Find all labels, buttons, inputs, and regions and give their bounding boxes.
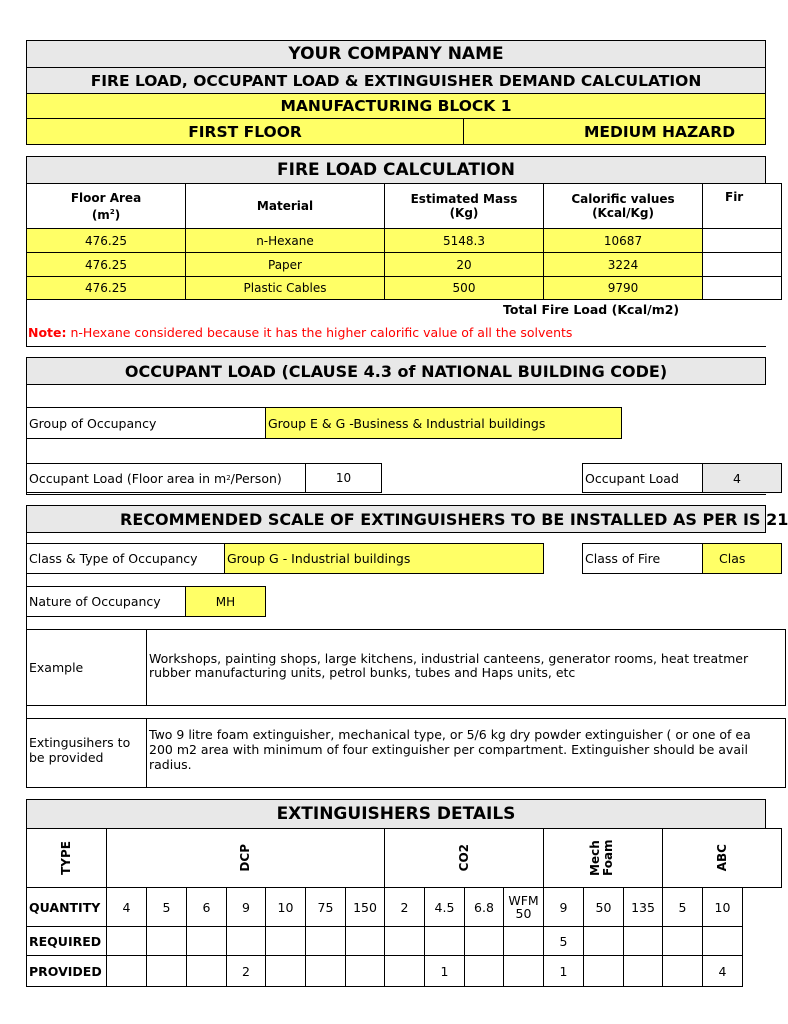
row1-mass: 5148.3 <box>384 228 544 253</box>
col-calorific: Calorific values (Kcal/Kg) <box>543 183 703 229</box>
group-occupancy-value: Group E & G -Business & Industrial buildings <box>265 407 622 439</box>
required-cell <box>305 926 346 956</box>
occupant-bottom-rule <box>26 494 766 495</box>
occupant-load-value: 4 <box>702 463 782 493</box>
required-cell <box>384 926 425 956</box>
fire-load-title: FIRE LOAD CALCULATION <box>26 156 766 184</box>
provided-cell <box>662 955 703 987</box>
quantity-cell: 4 <box>106 887 147 927</box>
class-type-label: Class & Type of Occupancy <box>26 543 225 574</box>
example-text: Workshops, painting shops, large kitchens, industrial canteens, generator rooms, heat treatmer rubber manufacturing units, petrol bunks, tubes and Haps units, etc <box>146 629 786 706</box>
extinguishers-text: Two 9 litre foam extinguisher, mechanical type, or 5/6 kg dry powder extinguisher ( or one of ea 200 m2 area with minimum of four extinguisher per compartment. Extinguisher should be avail radius. <box>146 718 786 788</box>
occupant-load-label: Occupant Load <box>582 463 703 493</box>
class-fire-label: Class of Fire <box>582 543 703 574</box>
scale-title: RECOMMENDED SCALE OF EXTINGUISHERS TO BE INSTALLED AS PER IS 21 <box>26 505 766 533</box>
provided-cell: 4 <box>702 955 743 987</box>
provided-cell <box>384 955 425 987</box>
row3-area: 476.25 <box>26 276 186 300</box>
required-cell <box>702 926 743 956</box>
provided-cell <box>106 955 147 987</box>
nature-label: Nature of Occupancy <box>26 586 186 617</box>
provided-cell <box>186 955 227 987</box>
class-type-value: Group G - Industrial buildings <box>224 543 544 574</box>
row2-fire-load <box>702 252 782 277</box>
hazard-level: MEDIUM HAZARD <box>463 118 766 145</box>
block-name: MANUFACTURING BLOCK 1 <box>26 93 766 119</box>
row1-calorific: 10687 <box>543 228 703 253</box>
provided-cell: 2 <box>226 955 266 987</box>
col-floor-area-unit: $(m^2)$ <box>91 207 121 222</box>
provided-cell <box>265 955 306 987</box>
row1-fire-load <box>702 228 782 253</box>
required-label: REQUIRED <box>26 926 107 956</box>
fire-load-note: Note: n-Hexane considered because it has the higher calorific value of all the solvents <box>28 325 573 340</box>
sheet-title: FIRE LOAD, OCCUPANT LOAD & EXTINGUISHER DEMAND CALCULATION <box>26 67 766 94</box>
provided-cell <box>503 955 544 987</box>
fire-load-left-rule <box>26 156 27 347</box>
required-cell <box>623 926 663 956</box>
total-fire-load-label: Total Fire Load (Kcal/m2) <box>503 302 680 317</box>
provided-cell: 1 <box>424 955 465 987</box>
quantity-cell: WFM 50 <box>503 887 544 927</box>
required-cell <box>186 926 227 956</box>
required-cell <box>583 926 624 956</box>
quantity-cell: 5 <box>662 887 703 927</box>
provided-label: PROVIDED <box>26 955 107 987</box>
fire-load-bottom-rule <box>26 346 766 347</box>
quantity-cell: 150 <box>345 887 385 927</box>
occupant-title: OCCUPANT LOAD (CLAUSE 4.3 of NATIONAL BUILDING CODE) <box>26 357 766 385</box>
provided-cell <box>305 955 346 987</box>
required-cell <box>106 926 147 956</box>
group-mech-foam: Mech Foam <box>543 828 663 888</box>
class-fire-value: Clas <box>702 543 782 574</box>
quantity-cell: 75 <box>305 887 346 927</box>
nature-value: MH <box>185 586 266 617</box>
row1-material: n-Hexane <box>185 228 385 253</box>
required-cell <box>226 926 266 956</box>
quantity-cell: 135 <box>623 887 663 927</box>
provided-cell <box>623 955 663 987</box>
col-mass: Estimated Mass (Kg) <box>384 183 544 229</box>
quantity-cell: 10 <box>702 887 743 927</box>
col-floor-area <box>26 183 186 229</box>
quantity-cell: 50 <box>583 887 624 927</box>
provided-cell <box>583 955 624 987</box>
row3-material: Plastic Cables <box>185 276 385 300</box>
col-fire-load: Fir <box>702 183 782 229</box>
group-dcp: DCP <box>106 828 385 888</box>
quantity-cell: 2 <box>384 887 425 927</box>
row2-mass: 20 <box>384 252 544 277</box>
required-cell <box>345 926 385 956</box>
row3-mass: 500 <box>384 276 544 300</box>
quantity-cell: 9 <box>543 887 584 927</box>
quantity-label: QUANTITY <box>26 887 107 927</box>
occupant-load-factor-label: Occupant Load (Floor area in m 2 /Person) <box>26 463 306 493</box>
quantity-cell: 10 <box>265 887 306 927</box>
quantity-cell: 5 <box>146 887 187 927</box>
required-cell <box>265 926 306 956</box>
quantity-cell: 6 <box>186 887 227 927</box>
row3-calorific: 9790 <box>543 276 703 300</box>
quantity-cell: 4.5 <box>424 887 465 927</box>
quantity-cell: 6.8 <box>464 887 504 927</box>
floor-name: FIRST FLOOR <box>26 118 464 145</box>
required-cell <box>662 926 703 956</box>
group-abc: ABC <box>662 828 782 888</box>
required-cell <box>503 926 544 956</box>
row2-calorific: 3224 <box>543 252 703 277</box>
group-occupancy-label: Group of Occupancy <box>26 407 266 439</box>
col-material: Material <box>185 183 385 229</box>
provided-cell <box>146 955 187 987</box>
required-cell <box>146 926 187 956</box>
col-floor-area-label: Floor Area <box>70 190 142 205</box>
group-co2: CO2 <box>384 828 544 888</box>
required-cell <box>424 926 465 956</box>
quantity-cell: 9 <box>226 887 266 927</box>
ext-details-title: EXTINGUISHERS DETAILS <box>26 799 766 829</box>
company-name: YOUR COMPANY NAME <box>26 40 766 68</box>
row1-area: 476.25 <box>26 228 186 253</box>
row3-fire-load <box>702 276 782 300</box>
provided-cell <box>464 955 504 987</box>
provided-cell <box>345 955 385 987</box>
required-cell: 5 <box>543 926 584 956</box>
provided-cell: 1 <box>543 955 584 987</box>
example-label: Example <box>26 629 147 706</box>
row2-area: 476.25 <box>26 252 186 277</box>
extinguishers-label: Extingusihers to be provided <box>26 718 147 788</box>
required-cell <box>464 926 504 956</box>
type-header: TYPE <box>26 828 107 888</box>
occupant-load-factor-value: 10 <box>305 463 382 493</box>
row2-material: Paper <box>185 252 385 277</box>
